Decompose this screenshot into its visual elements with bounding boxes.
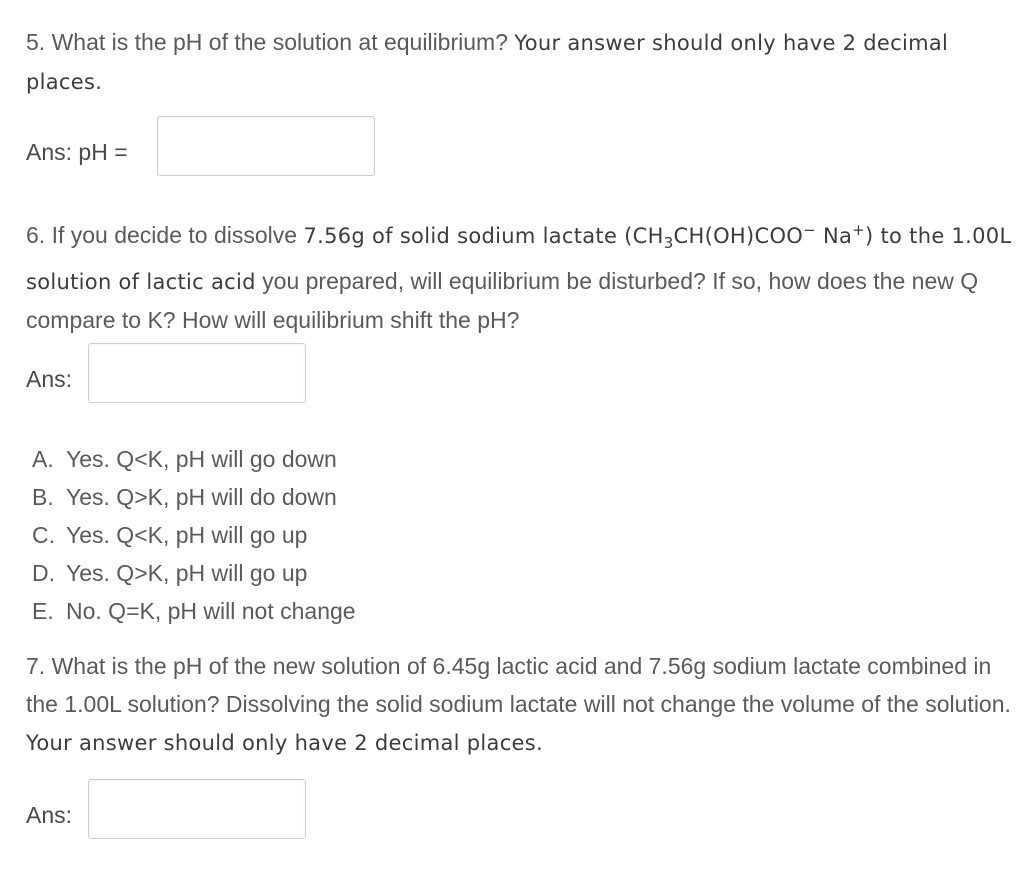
option-letter: D. <box>32 560 55 586</box>
question-6-emphasis-part: 7.56g of solid sodium lactate (CH <box>303 224 664 248</box>
question-5-answer-label: Ans: pH = <box>26 139 128 165</box>
question-7-answer-label: Ans: <box>26 802 73 828</box>
option-a <box>32 440 356 478</box>
option-letter: E. <box>32 598 54 624</box>
question-6-suffix: you prepared, will equilibrium be disturbed? If so, how does the new Q compare to K? How will equilibrium shift the pH? <box>26 268 979 334</box>
question-7-answer-input[interactable] <box>88 779 306 839</box>
question-6-answer-label: Ans: <box>26 366 73 392</box>
option-text: Yes. Q<K, pH will go down <box>66 446 337 472</box>
question-7-prefix: 7. What is the pH of the new solution of 6.45g lactic acid and 7.56g sodium lactate combined in the 1.00L solution? Dissolving the solid sodium lactate will not change the volume of the solution. <box>26 653 1011 717</box>
question-5-prefix: 5. What is the pH of the solution at equilibrium? <box>26 29 515 55</box>
option-b <box>32 478 356 516</box>
option-letter: B. <box>32 484 54 510</box>
option-text: No. Q=K, pH will not change <box>66 598 356 624</box>
option-text: Yes. Q>K, pH will do down <box>66 484 337 510</box>
option-text: Yes. Q>K, pH will go up <box>66 560 308 586</box>
question-5-answer-input[interactable] <box>157 116 375 176</box>
question-6-superscript: + <box>852 221 866 239</box>
question-6-emphasis-part: ) to the 1.00L solution of lactic acid <box>26 224 1012 295</box>
answer-options-list <box>32 440 356 630</box>
question-6-emphasis-part: Na <box>816 224 853 248</box>
question-7-emphasis: Your answer should only have 2 decimal places. <box>26 731 543 755</box>
question-5-emphasis: Your answer should only have 2 decimal places. <box>26 31 949 94</box>
question-6-text <box>26 211 1021 339</box>
question-6-answer-input[interactable] <box>88 343 306 403</box>
option-e <box>32 592 356 630</box>
question-5-text <box>26 23 1006 101</box>
question-6-subscript: 3 <box>663 234 674 253</box>
option-d <box>32 554 356 592</box>
option-text: Yes. Q<K, pH will go up <box>66 522 308 548</box>
question-6-emphasis-part: CH(OH)COO <box>673 224 804 248</box>
option-letter: C. <box>32 522 55 548</box>
option-letter: A. <box>32 446 54 472</box>
option-c <box>32 516 356 554</box>
question-7-text <box>26 647 1016 762</box>
question-6-superscript: − <box>803 221 817 239</box>
question-6-prefix: 6. If you decide to dissolve <box>26 222 304 248</box>
